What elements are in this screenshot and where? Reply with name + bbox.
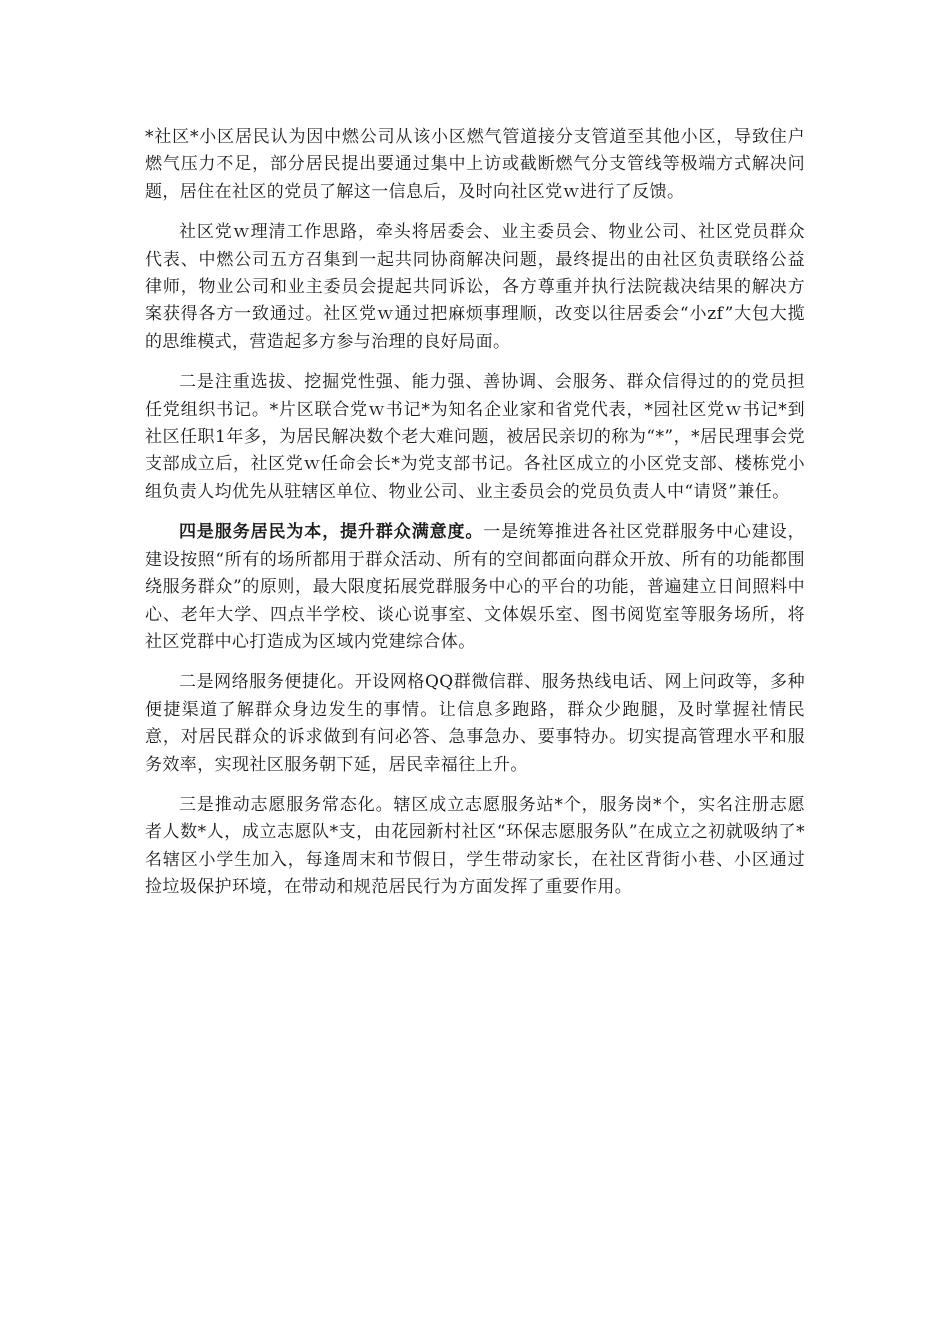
paragraph-text: *社区*小区居民认为因中燃公司从该小区燃气管道接分支管道至其他小区，导致住户燃气压力不足，部分居民提出要通过集中上访或截断燃气分支管线等极端方式解决问题，居住在社区的党员了解这一信息后，及时向社区党ｗ进行了反馈。: [145, 127, 805, 202]
paragraph-6: [145, 792, 805, 902]
paragraph-text: 二是网络服务便捷化。开设网格QQ群微信群、服务热线电话、网上问政等，多种便捷渠道了解群众身边发生的事情。让信息多跑路，群众少跑腿，及时掌握社情民意，对居民群众的诉求做到有问必答、急事急办、要事特办。切实提高管理水平和服务效率，实现社区服务朝下延，居民幸福往上升。: [145, 672, 805, 775]
paragraph-text: 一是统筹推进各社区党群服务中心建设，建设按照“所有的场所都用于群众活动、所有的空间都面向群众开放、所有的功能都围绕服务群众”的原则，最大限度拓展党群服务中心的平台的功能，普遍建立日间照料中心、老年大学、四点半学校、谈心说事室、文体娱乐室、图书阅览室等服务场所，将社区党群中心打造成为区域内党建综合体。: [145, 522, 805, 652]
document-body: [145, 124, 805, 915]
paragraph-heading: 四是服务居民为本，提升群众满意度。: [179, 522, 484, 543]
paragraph-5: [145, 669, 805, 779]
paragraph-3: [145, 369, 805, 506]
paragraph-2: [145, 219, 805, 356]
paragraph-text: 社区党ｗ理清工作思路，牵头将居委会、业主委员会、物业公司、社区党员群众代表、中燃公司五方召集到一起共同协商解决问题，最终提出的由社区负责联络公益律师，物业公司和业主委员会提起共同诉讼，各方尊重并执行法院裁决结果的解决方案获得各方一致通过。社区党ｗ通过把麻烦事理顺，改变以往居委会“小zf”大包大揽的思维模式，营造起多方参与治理的良好局面。: [145, 222, 805, 352]
paragraph-4: [145, 519, 805, 656]
paragraph-1: [145, 124, 805, 206]
paragraph-text: 二是注重选拔、挖掘党性强、能力强、善协调、会服务、群众信得过的的党员担任党组织书记。*片区联合党ｗ书记*为知名企业家和省党代表，*园社区党ｗ书记*到社区任职1年多，为居民解决数个老大难问题，被居民亲切的称为“*”，*居民理事会党支部成立后，社区党ｗ任命会长*为党支部书记。各社区成立的小区党支部、楼栋党小组负责人均优先从驻辖区单位、物业公司、业主委员会的党员负责人中“请贤”兼任。: [145, 372, 805, 502]
paragraph-text: 三是推动志愿服务常态化。辖区成立志愿服务站*个，服务岗*个，实名注册志愿者人数*人，成立志愿队*支，由花园新村社区“环保志愿服务队”在成立之初就吸纳了*名辖区小学生加入，每逢周末和节假日，学生带动家长，在社区背街小巷、小区通过捡垃圾保护环境，在带动和规范居民行为方面发挥了重要作用。: [145, 794, 805, 898]
